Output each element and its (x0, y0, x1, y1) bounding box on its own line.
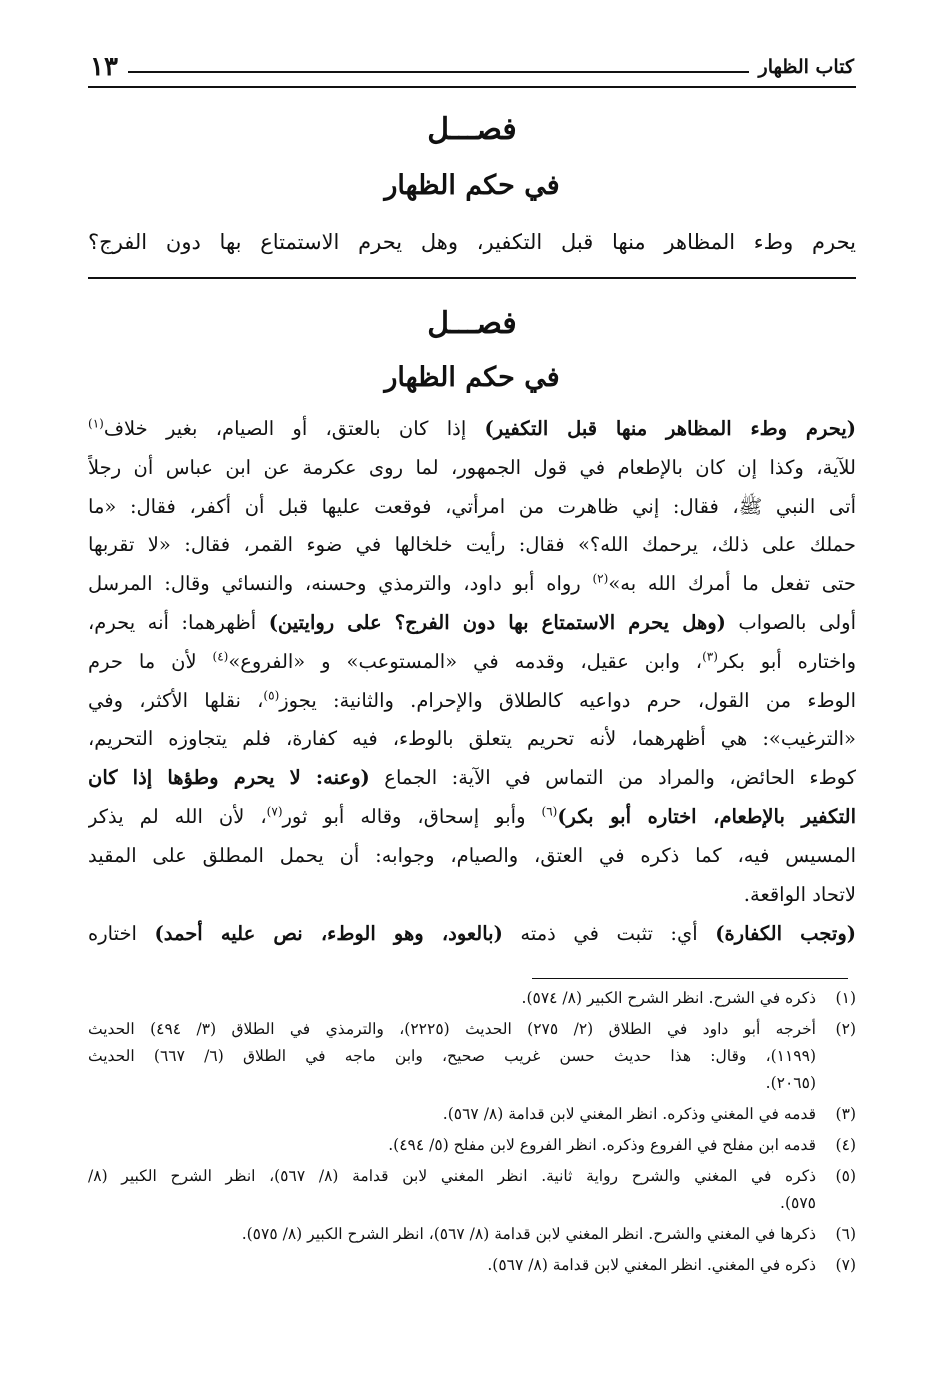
section-heading-fasl: فصـــل (427, 306, 517, 341)
text-line: واختاره أبو بكر$^{(٣)}$، وابن عقيل، وقدمه في «المستوعب» و «الفروع»$^{(٤)}$ لأن ما حرم (88, 649, 856, 673)
running-head-rule (128, 71, 749, 73)
footnote-number: (٦) (835, 1225, 856, 1243)
text-line: المسيس فيه، كما ذكره في العتق، والصيام، وجوابه: أن يحمل المطلق على المقيد (88, 843, 856, 867)
text-line: حملك على ذلك، يرحمك الله؟» فقال: رأيت خلخالها في ضوء القمر، فقال: «لا تقربها (88, 533, 856, 557)
main-text (88, 410, 856, 914)
footnote-number: (٢) (835, 1020, 856, 1038)
chapter-heading-fasl: فصـــل (427, 112, 517, 147)
text-line: (يحرم وطء المظاهر منها قبل التكفير) إذا كان بالعتق، أو الصيام، بغير خلاف$^{(١)}$ (88, 416, 856, 440)
footnote (88, 1132, 856, 1159)
text-line: حتى تفعل ما أمرك الله به»$^{(٢)}$ رواه أبو داود، والترمذي وحسنه، والنسائي وقال: المرسل (88, 571, 856, 596)
footnote-text: ذكره في المغني. انظر المغني لابن قدامة (٨/ ٥٦٧). (487, 1256, 816, 1274)
header-divider (88, 86, 856, 88)
footnote-divider (532, 978, 848, 979)
footnote-text: ذكره في المغني والشرح رواية ثانية. انظر المغني لابن قدامة (٨/ ٥٦٧)، انظر الشرح الكبير (٨/ (88, 1167, 816, 1185)
footnote-number: (٥) (835, 1167, 856, 1185)
footnote (88, 1101, 856, 1128)
footnote (88, 1016, 856, 1097)
footnote-ref: (٧) (266, 804, 283, 819)
footnote-text: ٥٧٥). (780, 1194, 816, 1212)
footnotes (88, 985, 856, 1279)
footnote-text: (١١٩٩)، وقال: هذا حديث حسن غريب صحيح، وابن ماجه في الطلاق (٦/ ٦٦٧) الحديث (88, 1047, 816, 1065)
footnote-text: ذكره في الشرح. انظر الشرح الكبير (٨/ ٥٧٤). (521, 989, 816, 1007)
footnote-text: أخرجه أبو داود في الطلاق (٢/ ٢٧٥) الحديث (٢٢٢٥)، والترمذي في الطلاق (٣/ ٤٩٤) الحديث (88, 1020, 816, 1038)
footnote (88, 985, 856, 1012)
footnote-ref: (٥) (263, 688, 280, 703)
chapter-heading-title: في حكم الظهار (384, 170, 560, 201)
running-head-title: كتاب الظهار (758, 56, 854, 78)
text-line: أتى النبي ﷺ، فقال: إني ظاهرت من امرأتي، فوقعت عليها قبل أن أكفر، فقال: «ما (88, 494, 856, 518)
text-line: «الترغيب»: هي أظهرهما، لأنه تحريم يتعلق بالوطء، فيه كفارة، فلم يتجاوزه التحريم، (88, 727, 856, 751)
footnote-number: (٣) (835, 1105, 856, 1123)
footnote-ref: (٣) (702, 649, 718, 664)
summary-divider (88, 277, 856, 279)
text-line: أولى بالصواب (وهل يحرم الاستمتاع بها دون الفرج؟ على روايتين) أظهرهما: أنه يحرم، (88, 610, 856, 634)
section-heading-title: في حكم الظهار (384, 362, 560, 393)
footnote (88, 1163, 856, 1217)
text-line: لاتحاد الواقعة. (743, 882, 856, 906)
page-number: ١٣ (90, 52, 118, 82)
text-line: كوطء الحائض، والمراد من التماس في الآية: الجماع (وعنه: لا يحرم وطؤها إذا كان (88, 766, 856, 790)
footnote (88, 1221, 856, 1248)
footnote-number: (٤) (835, 1136, 856, 1154)
footnote-ref: (١) (88, 416, 104, 431)
footnote (88, 1252, 856, 1279)
footnote-text: قدمه في المغني وذكره. انظر المغني لابن قدامة (٨/ ٥٦٧). (442, 1105, 816, 1123)
footnote-number: (١) (835, 989, 856, 1007)
text-line: التكفير بالإطعام، اختاره أبو بكر)$^{(٦)}$ وأبو إسحاق، وقاله أبو ثور$^{(٧)}$، لأن الله لم يذكر (88, 804, 856, 828)
chapter-summary: يحرم وطء المظاهر منها قبل التكفير، وهل يحرم الاستمتاع بها دون الفرج؟ (88, 230, 856, 254)
footnote-text: قدمه ابن مفلح في الفروع وذكره. انظر الفروع لابن مفلح (٥/ ٤٩٤). (388, 1136, 816, 1154)
running-head (90, 48, 854, 82)
footnote-ref: (٦) (541, 804, 558, 819)
text-line: للآية، وكذا إن كان بالإطعام في قول الجمهور، لما روى عكرمة عن ابن عباس أن رجلاً (88, 455, 856, 479)
footnote-text: (٢٠٦٥). (765, 1074, 816, 1092)
footnote-text: ذكرها في المغني والشرح. انظر المغني لابن قدامة (٨/ ٥٦٧)، انظر الشرح الكبير (٨/ ٥٧٥). (241, 1225, 816, 1243)
footnote-number: (٧) (835, 1256, 856, 1274)
footnote-ref: (٤) (212, 649, 229, 664)
paragraph-kaffara: (وتجب الكفارة) أي: تثبت في ذمته (بالعود، وهو الوطء، نص عليه أحمد) اختاره (88, 922, 856, 945)
text-line: الوطء من القول، حرم دواعيه كالطلاق والإحرام. والثانية: يجوز$^{(٥)}$، نقلها الأكثر، وفي (88, 688, 856, 712)
footnote-ref: (٢) (592, 571, 609, 586)
